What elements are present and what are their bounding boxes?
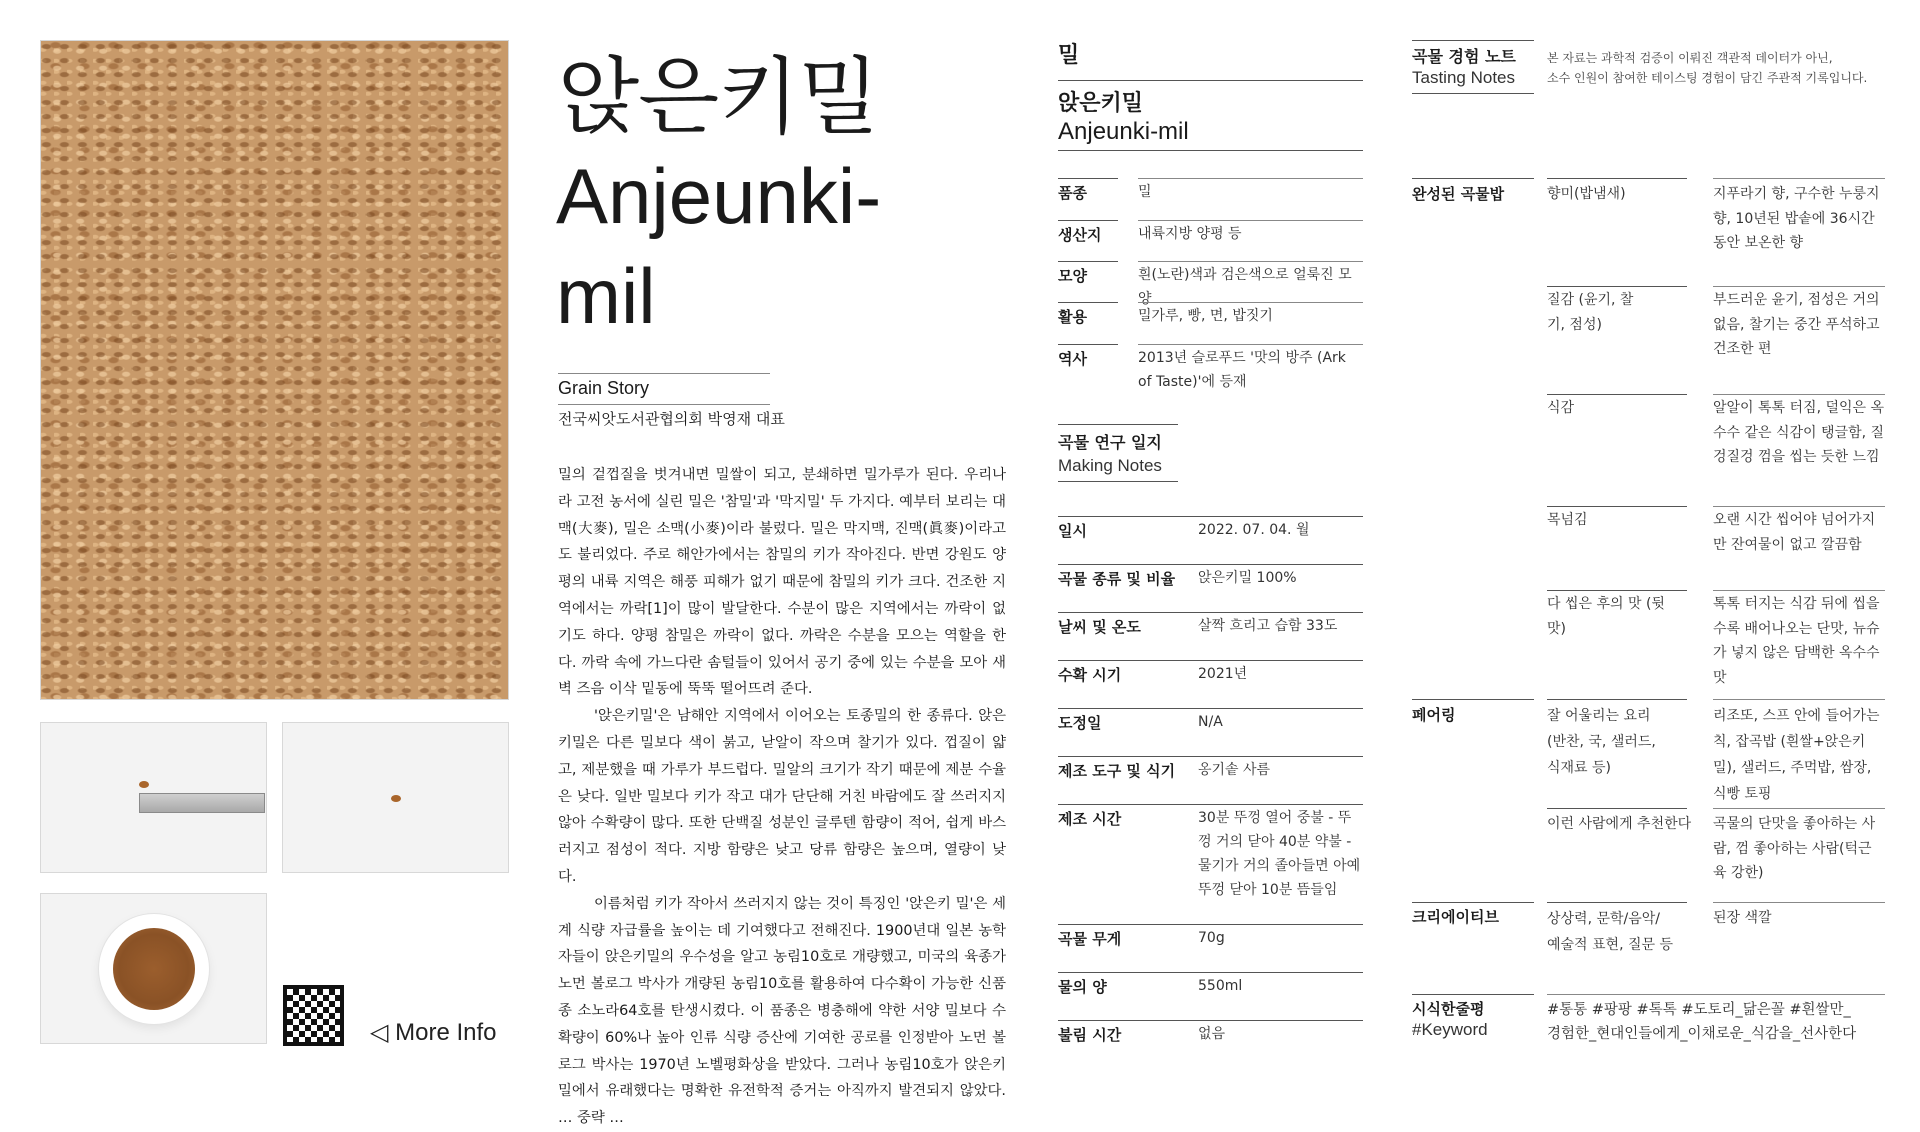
divider xyxy=(558,373,770,374)
divider xyxy=(1058,612,1363,613)
tasting-value: 오랜 시간 씹어야 넘어가지만 잔여물이 없고 깔끔함 xyxy=(1713,512,1876,553)
wheat-grain-photo xyxy=(40,40,509,700)
divider xyxy=(1547,808,1687,809)
divider xyxy=(1058,564,1363,565)
profile-label: 활용 xyxy=(1058,308,1087,326)
tasting-value: 리조또, 스프 안에 들어가는 칙, 잡곡밥 (흰쌀+앉은키밀), 샐러드, 주먹밥, 쌈장, 식빵 토핑 xyxy=(1713,708,1880,802)
grain-icon xyxy=(139,781,149,788)
profile-value: 흰(노란)색과 검은색으로 얼룩진 모양 xyxy=(1138,267,1352,307)
grain-story-body xyxy=(558,462,1006,1132)
divider xyxy=(1058,80,1363,81)
title-english-line1: Anjeunki- xyxy=(556,152,882,240)
grain-with-ruler-photo xyxy=(40,722,267,873)
keyword-line: #통통 #팡팡 #톡톡 #도토리_닮은꼴 #흰쌀만_ xyxy=(1547,1002,1851,1018)
divider xyxy=(1058,660,1363,661)
divider xyxy=(1713,394,1885,395)
making-notes-label: 일시 xyxy=(1058,522,1087,540)
making-notes-heading-en: Making Notes xyxy=(1058,456,1162,475)
divider xyxy=(1713,506,1885,507)
tasting-section-label: 크리에이티브 xyxy=(1412,908,1499,926)
divider xyxy=(1138,220,1363,221)
divider xyxy=(1713,699,1885,700)
divider xyxy=(1138,302,1363,303)
tasting-value: 알알이 톡톡 터짐, 덜익은 옥수수 같은 식감이 탱글함, 질겅질겅 껌을 씹는 듯한 느낌 xyxy=(1713,400,1885,465)
divider xyxy=(1058,302,1118,303)
making-notes-label: 곡물 무게 xyxy=(1058,930,1122,948)
tasting-value: 톡톡 터지는 식감 뒤에 씹을 수록 배어나오는 단맛, 뉴슈가 넣지 않은 담백한 옥수수 맛 xyxy=(1713,596,1880,686)
tasting-notes-heading-kr: 곡물 경험 노트 xyxy=(1412,47,1516,66)
story-paragraph: 밀의 겉껍질을 벗겨내면 밀쌀이 되고, 분쇄하면 밀가루가 된다. 우리나라 고전 농서에 실린 밀은 '참밀'과 '막지밀' 두 가지다. 예부터 보리는 대맥(大麥), 밀은 소맥(小麥)이라 불렀다. 밀은 막지맥, 진맥(眞麥)이라고도 불리었다. 주로 해안가에서는 참밀의 키가 작아진다. 반면 강원도 양평의 내륙 지역은 해풍 피해가 없기 때문에 참밀의 키가 크다. 건조한 지역에서는 까락[1]이 많이 발달한다. 수분이 많은 지역에서는 까락이 없기도 하다. 양평 참밀은 까락이 없다. 까락은 수분을 모으는 역할을 한다. 까락 속에 가느다란 솜털들이 있어서 공기 중에 있는 수분을 모아 새벽 즈음 이삭 밑동에 뚝뚝 떨어뜨려 준다. xyxy=(558,467,1006,698)
tasting-label: 질감 (윤기, 찰기, 점성) xyxy=(1547,292,1634,333)
divider xyxy=(1058,708,1363,709)
divider xyxy=(1058,804,1363,805)
making-notes-label: 불림 시간 xyxy=(1058,1026,1122,1044)
story-paragraph: 이름처럼 키가 작아서 쓰러지지 않는 것이 특징인 '앉은키 밀'은 세계 식량 자급률을 높이는 데 기여했다고 전해진다. 1900년대 일본 농학자들이 앉은키밀의 우수성을 알고 농림10호로 개량했고, 미국의 육종가 노먼 볼로그 박사가 개량된 농림10호를 활용하여 다수확이 가능한 신품종 소노라64호를 탄생시켰다. 이 품종은 병충해에 약한 서양 밀보다 수확량이 60%나 높아 인류 식량 증산에 기여한 공로를 인정받아 노먼 볼로그 박사는 1970년 노벨평화상을 받았다. 그러나 농림10호가 앉은키밀에서 유래했다는 명확한 유전학적 증거는 아직까지 발견되지 않았다. … 중략 … xyxy=(558,895,1006,1127)
tasting-value: 곡물의 단맛을 좋아하는 사람, 껌 좋아하는 사람(턱근육 강한) xyxy=(1713,816,1876,881)
tasting-section-label: 페어링 xyxy=(1412,706,1456,724)
tasting-value: 지푸라기 향, 구수한 누룽지 향, 10년된 밥솥에 36시간 동안 보온한 향 xyxy=(1713,186,1880,251)
divider xyxy=(1412,902,1534,903)
making-notes-heading-kr: 곡물 연구 일지 xyxy=(1058,433,1162,452)
profile-value: 밀가루, 빵, 면, 밥짓기 xyxy=(1138,308,1273,324)
divider xyxy=(1547,902,1687,903)
divider xyxy=(1547,394,1687,395)
grain-story-heading: Grain Story xyxy=(558,378,650,398)
cooked-grain-dish-photo xyxy=(40,893,267,1044)
making-notes-value: 없음 xyxy=(1198,1026,1226,1042)
tasting-label: 향미(밥냄새) xyxy=(1547,186,1626,202)
more-info-link[interactable]: ◁ More Info xyxy=(370,1019,497,1046)
tasting-label: 목넘김 xyxy=(1547,512,1588,528)
divider xyxy=(1713,178,1885,179)
tasting-label: 상상력, 문학/음악/ 예술적 표현, 질문 등 xyxy=(1547,911,1673,953)
tasting-notes-heading-en: Tasting Notes xyxy=(1412,68,1515,87)
making-notes-value: 2021년 xyxy=(1198,666,1248,682)
tasting-value: 된장 색깔 xyxy=(1713,910,1772,926)
divider xyxy=(1547,178,1687,179)
divider xyxy=(1138,261,1363,262)
divider xyxy=(1412,40,1534,41)
single-grain-photo xyxy=(282,722,509,873)
making-notes-value: N/A xyxy=(1198,714,1223,730)
making-notes-label: 수확 시기 xyxy=(1058,666,1122,684)
profile-value: 내륙지방 양평 등 xyxy=(1138,226,1242,242)
making-notes-label: 제조 도구 및 식기 xyxy=(1058,762,1176,780)
divider xyxy=(1713,902,1885,903)
divider xyxy=(1058,178,1118,179)
divider xyxy=(1058,424,1178,425)
divider xyxy=(1138,344,1363,345)
tasting-label: 다 씹은 후의 맛 (뒷맛) xyxy=(1547,596,1665,637)
making-notes-value: 70g xyxy=(1198,930,1225,946)
divider xyxy=(1058,924,1363,925)
profile-name-en: Anjeunki-mil xyxy=(1058,118,1189,145)
making-notes-label: 물의 양 xyxy=(1058,978,1107,996)
dish-icon xyxy=(99,914,209,1024)
making-notes-label: 곡물 종류 및 비율 xyxy=(1058,570,1176,588)
tasting-section-label: 완성된 곡물밥 xyxy=(1412,185,1505,203)
profile-label: 생산지 xyxy=(1058,226,1102,244)
tasting-label: 이런 사람에게 추천한다 xyxy=(1547,816,1692,832)
divider xyxy=(1058,972,1363,973)
divider xyxy=(1547,994,1885,995)
category-label: 밀 xyxy=(1058,43,1080,68)
making-notes-label: 도정일 xyxy=(1058,714,1102,732)
keyword-line: 경험한_현대인들에게_이채로운_식감을_선사한다 xyxy=(1547,1026,1857,1042)
making-notes-label: 제조 시간 xyxy=(1058,810,1122,828)
profile-label: 품종 xyxy=(1058,184,1087,202)
grain-story-author: 전국씨앗도서관협의회 박영재 대표 xyxy=(558,410,785,428)
tasting-label: 잘 어울리는 요리 (반찬, 국, 샐러드, 식재료 등) xyxy=(1547,708,1656,776)
story-paragraph: '앉은키밀'은 남해안 지역에서 이어오는 토종밀의 한 종류다. 앉은키밀은 다른 밀보다 색이 붉고, 낟알이 작으며 찰기가 있다. 껍질이 얇고, 제분했을 때 가루가 부드럽다. 밀알의 크기가 작기 때문에 제분 수율은 낮다. 일반 밀보다 키가 작고 대가 단단해 거친 바람에도 잘 쓰러지지 않아 수확량이 많다. 또한 단백질 성분인 글루텐 함량이 적어, 쉽게 바스러지고 점성이 적다. 지방 함량은 낮고 당류 함량은 높으며, 열량이 낮다. xyxy=(558,708,1006,885)
divider xyxy=(1058,220,1118,221)
divider xyxy=(1713,808,1885,809)
divider xyxy=(1713,286,1885,287)
keyword-label-kr: 시식한줄평 xyxy=(1412,1000,1485,1018)
divider xyxy=(1058,481,1178,482)
tasting-disclaimer xyxy=(1547,48,1867,88)
profile-label: 역사 xyxy=(1058,350,1087,368)
cooked-grain-icon xyxy=(113,928,195,1010)
making-notes-value: 550ml xyxy=(1198,978,1243,994)
divider xyxy=(1547,590,1687,591)
divider xyxy=(1412,93,1534,94)
divider xyxy=(1138,178,1363,179)
disclaimer-line: 소수 인원이 참여한 테이스팅 경험이 담긴 주관적 기록입니다. xyxy=(1547,71,1868,85)
divider xyxy=(1412,994,1534,995)
profile-label: 모양 xyxy=(1058,267,1087,285)
profile-value: 밀 xyxy=(1138,184,1152,200)
divider xyxy=(1058,261,1118,262)
making-notes-value: 앉은키밀 100% xyxy=(1198,570,1297,586)
disclaimer-line: 본 자료는 과학적 검증이 이뤄진 객관적 데이터가 아닌, xyxy=(1547,51,1833,65)
making-notes-label: 날씨 및 온도 xyxy=(1058,618,1141,636)
divider xyxy=(1058,756,1363,757)
making-notes-value: 살짝 흐리고 습함 33도 xyxy=(1198,618,1338,634)
divider xyxy=(1547,699,1687,700)
divider xyxy=(558,404,770,405)
divider xyxy=(1058,516,1363,517)
title-english-line2: mil xyxy=(556,252,656,340)
divider xyxy=(1412,178,1534,179)
keyword-label-en: #Keyword xyxy=(1412,1020,1488,1039)
tasting-value: 부드러운 윤기, 점성은 거의 없음, 찰기는 중간 푸석하고 건조한 편 xyxy=(1713,292,1880,357)
divider xyxy=(1713,590,1885,591)
divider xyxy=(1058,344,1118,345)
divider xyxy=(1547,506,1687,507)
grain-icon xyxy=(391,795,401,802)
qr-code-icon[interactable] xyxy=(283,985,344,1046)
making-notes-value: 2022. 07. 04. 월 xyxy=(1198,522,1310,538)
divider xyxy=(1412,699,1534,700)
divider xyxy=(1058,150,1363,151)
making-notes-value: 30분 뚜껑 열어 중불 - 뚜껑 거의 닫아 40분 약불 - 물기가 거의 졸아들면 아예 뚜껑 닫아 10분 뜸들임 xyxy=(1198,810,1361,898)
tasting-label: 식감 xyxy=(1547,400,1575,416)
title-korean: 앉은키밀 xyxy=(558,48,879,146)
profile-name-kr: 앉은키밀 xyxy=(1058,91,1144,116)
divider xyxy=(1058,1020,1363,1021)
profile-value: 2013년 슬로푸드 '맛의 방주 (Ark of Taste)'에 등재 xyxy=(1138,350,1346,390)
making-notes-value: 옹기솥 사름 xyxy=(1198,762,1271,778)
divider xyxy=(1547,286,1687,287)
ruler-icon xyxy=(139,793,265,813)
